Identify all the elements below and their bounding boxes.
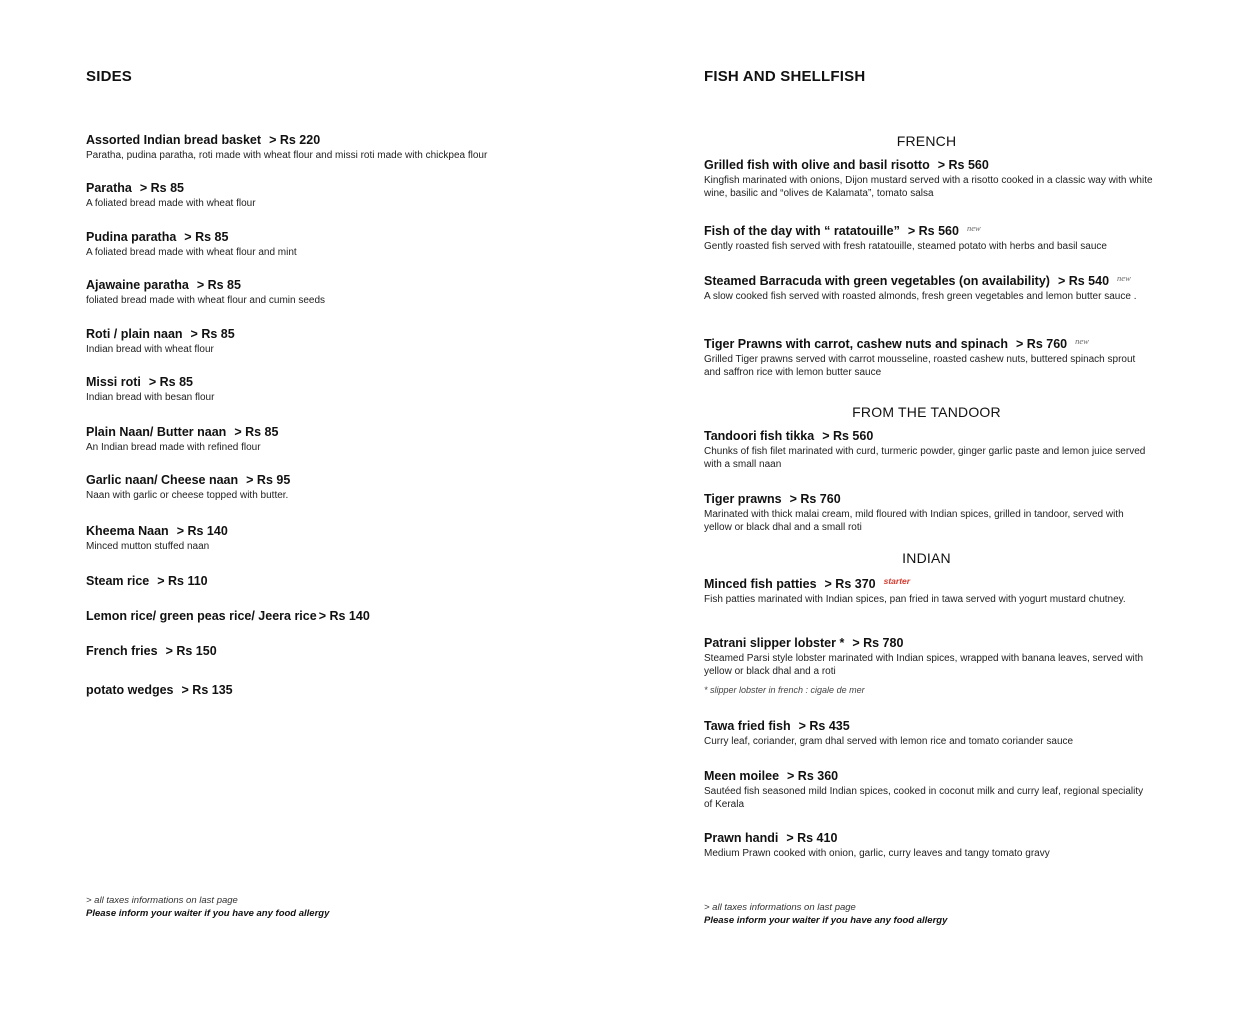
menu-item [86,180,556,210]
item-name: Tiger Prawns with carrot, cashew nuts and spinach [704,337,1009,351]
item-price: > Rs 85 [234,425,279,439]
item-description: Sautéed fish seasoned mild Indian spices, cooked in coconut milk and curry leaf, regional speciality of Kerala [704,786,1144,810]
item-name: Plain Naan/ Butter naan [86,425,227,439]
item-price: > Rs 135 [181,683,233,697]
item-description: Chunks of fish filet marinated with curd, turmeric powder, ginger garlic paste and lemon juice served with a small naan [704,446,1146,470]
item-name: Minced fish patties [704,577,817,591]
item-price: > Rs 560 [937,158,989,172]
menu-item [704,270,1154,303]
item-name: Garlic naan/ Cheese naan [86,473,239,487]
item-name: Ajawaine paratha [86,278,189,292]
menu-item [86,374,556,404]
sides-title: SIDES [86,68,133,85]
menu-item [86,573,556,589]
item-description: Paratha, pudina paratha, roti made with wheat flour and missi roti made with chickpea flour [86,150,488,161]
item-price: > Rs 110 [157,574,208,588]
menu-item [704,333,1154,379]
item-name: Tawa fried fish [704,719,791,733]
menu-item [704,635,1154,696]
menu-item [86,523,556,553]
item-description: Gently roasted fish served with fresh ratatouille, steamed potato with herbs and basil sauce [704,241,1107,252]
menu-item [704,220,1154,253]
item-price: > Rs 85 [148,375,194,389]
item-name: Grilled fish with olive and basil risotto [704,158,930,172]
item-price: > Rs 410 [786,831,838,845]
item-price: > Rs 85 [184,230,229,244]
menu-item [86,277,556,307]
menu-item [704,718,1154,748]
item-name: Pudina paratha [86,230,177,244]
item-price: > Rs 140 [318,609,370,623]
item-description: Grilled Tiger prawns served with carrot mousseline, roasted cashew nuts, buttered spinach sprout and saffron rice with lemon butter sauce [704,354,1136,378]
item-description: Minced mutton stuffed naan [86,541,210,552]
item-description: A slow cooked fish served with roasted almonds, fresh green vegetables and lemon butter sauce . [704,291,1137,302]
subheading-french: FRENCH [896,133,957,149]
item-name: Steam rice [86,574,150,588]
allergy-note: Please inform your waiter if you have any food allergy [704,915,948,926]
taxes-note: > all taxes informations on last page [704,902,856,913]
item-description: Indian bread with wheat flour [86,344,214,355]
item-description: Medium Prawn cooked with onion, garlic, curry leaves and tangy tomato gravy [704,848,1050,859]
item-name: Missi roti [86,375,141,389]
item-description: foliated bread made with wheat flour and cumin seeds [86,295,326,306]
menu-item [86,229,556,259]
item-name: Roti / plain naan [86,327,183,341]
item-name: potato wedges [86,683,174,697]
menu-item [86,326,556,356]
item-price: > Rs 780 [852,636,904,650]
item-price: > Rs 560 [822,429,874,443]
item-price: > Rs 220 [269,133,321,147]
new-tag: new [966,223,981,233]
item-price: > Rs 760 [1016,337,1068,351]
item-description: Kingfish marinated with onions, Dijon mustard served with a risotto cooked in a classic way with white wine, basilic and “olives de Kalamata”, tomato salsa [704,175,1153,199]
item-name: Tandoori fish tikka [704,429,815,443]
new-tag: new [1075,336,1089,346]
item-price: > Rs 85 [196,278,241,292]
item-description: A foliated bread made with wheat flour [86,198,256,209]
item-name: Prawn handi [704,831,779,845]
new-tag: new [1117,273,1131,283]
item-name: Patrani slipper lobster * [704,636,845,650]
page-footer [704,901,947,927]
menu-item [86,682,556,698]
taxes-note: > all taxes informations on last page [86,895,238,906]
item-description: A foliated bread made with wheat flour and mint [86,247,297,258]
item-name: Tiger prawns [704,492,782,506]
item-name: Assorted Indian bread basket [86,133,262,147]
menu-item [704,491,1154,534]
item-name: French fries [86,644,158,658]
item-description: An Indian bread made with refined flour [86,442,261,453]
item-description: Indian bread with besan flour [86,392,215,403]
item-name: Kheema Naan [86,524,169,538]
item-price: > Rs 85 [139,181,184,195]
item-price: > Rs 95 [246,473,291,487]
menu-item [86,424,556,454]
item-name: Meen moilee [704,769,780,783]
menu-item [704,157,1154,200]
starter-tag: starter [883,576,911,586]
item-name: Steamed Barracuda with green vegetables (on availability) [704,274,1050,288]
item-price: > Rs 560 [907,224,959,238]
item-price: > Rs 140 [176,524,228,538]
menu-item [704,830,1154,860]
item-price: > Rs 760 [789,492,841,506]
subheading-indian: INDIAN [902,550,951,566]
item-name: Paratha [86,181,132,195]
item-price: > Rs 85 [190,327,235,341]
menu-item [86,608,556,624]
fish-title: FISH AND SHELLFISH [704,68,866,85]
menu-item [86,132,556,162]
menu-item [704,768,1154,811]
page-footer [86,894,329,920]
item-price: > Rs 370 [824,577,876,591]
menu-item [704,428,1154,471]
item-name: Fish of the day with “ ratatouille” [704,224,900,238]
item-description: Curry leaf, coriander, gram dhal served with lemon rice and tomato coriander sauce [704,736,1074,747]
item-price: > Rs 150 [165,644,217,658]
item-price: > Rs 540 [1057,274,1110,288]
item-name: Lemon rice/ green peas rice/ Jeera rice [86,609,317,623]
menu-item [86,643,556,659]
footnote: * slipper lobster in french : cigale de mer [704,685,865,695]
item-description: Marinated with thick malai cream, mild floured with Indian spices, grilled in tandoor, served with yellow or black dhal and a small roti [704,509,1124,533]
allergy-note: Please inform your waiter if you have any food allergy [86,908,330,919]
subheading-tandoor: FROM THE TANDOOR [852,404,1001,420]
item-description: Fish patties marinated with Indian spices, pan fried in tawa served with yogurt mustard chutney. [704,594,1126,605]
item-description: Naan with garlic or cheese topped with butter. [86,490,289,501]
menu-item [704,573,1154,606]
menu-item [86,472,556,502]
item-description: Steamed Parsi style lobster marinated with Indian spices, wrapped with banana leaves, served with yellow or black dhal and a roti [704,653,1144,677]
item-price: > Rs 435 [798,719,850,733]
item-price: > Rs 360 [787,769,839,783]
